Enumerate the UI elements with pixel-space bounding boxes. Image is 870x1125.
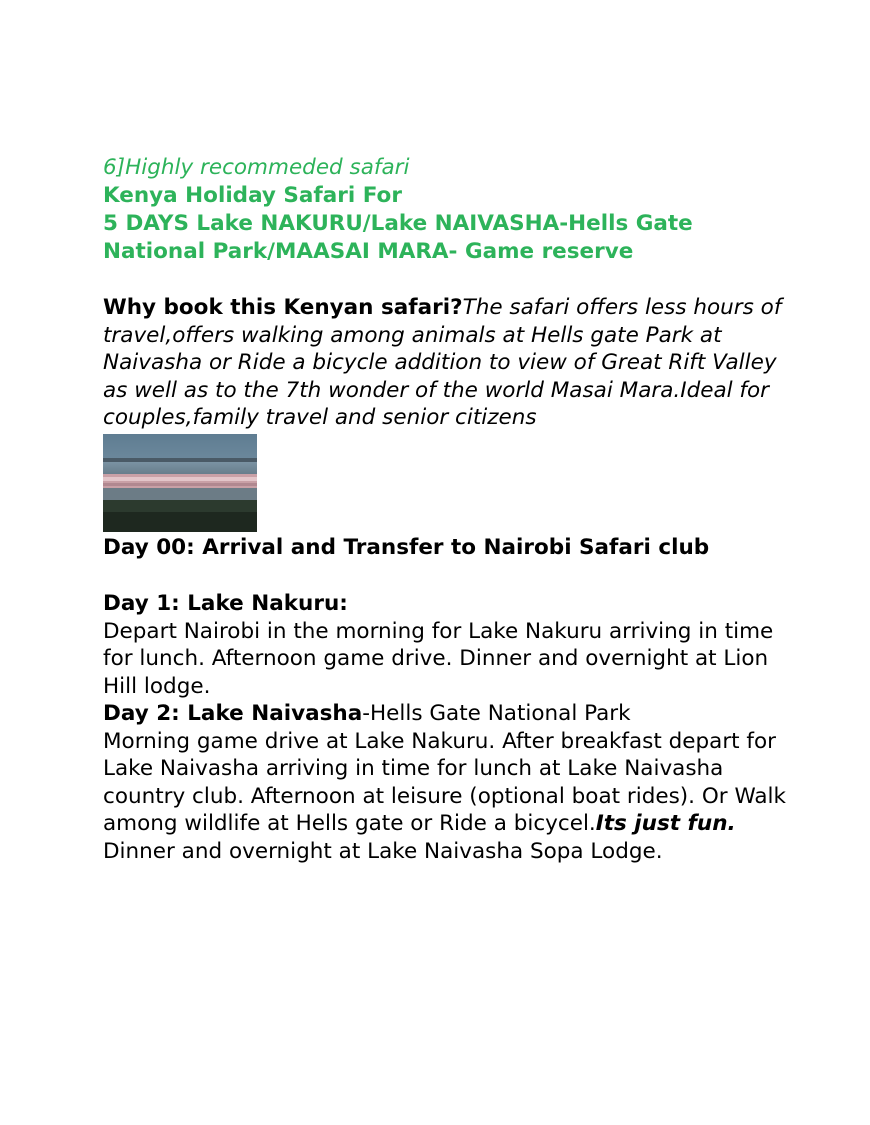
day-2-subtitle: -Hells Gate National Park — [362, 701, 631, 726]
day-0-title: Day 00: Arrival and Transfer to Nairobi Safari club — [103, 534, 710, 560]
day-2-emphasis: Its just fun. — [595, 811, 736, 836]
day-1-text: Depart Nairobi in the morning for Lake Nakuru arriving in time for lunch. Afternoon game drive. Dinner and overnight at Lion Hill lodge. — [103, 618, 774, 699]
day-2-text-before: Morning game drive at Lake Nakuru. After breakfast depart for Lake Naivasha arriving in time for lunch at Lake Naivasha country club. Afternoon at leisure (optional boat rides). Or Walk among wildlife at Hells gate or Ride a bicycel. — [103, 728, 786, 836]
why-book-paragraph — [103, 294, 803, 432]
title-line-3: National Park/MAASAI MARA- Game reserve — [103, 239, 634, 264]
title-line-1: Kenya Holiday Safari For — [103, 183, 402, 208]
intro-line: 6]Highly recommeded safari — [103, 155, 410, 180]
day-2-text-after: Dinner and overnight at Lake Naivasha Sopa Lodge. — [103, 838, 663, 864]
why-book-text: The safari offers less hours of travel,offers walking among animals at Hells gate Park at Naivasha or Ride a bicycle addition to view of Great Rift Valley as well as to the 7th wonder of the world Masai Mara.Ideal for couples,family travel and senior citizens — [103, 295, 782, 430]
title-line-2: 5 DAYS Lake NAKURU/Lake NAIVASHA-Hells Gate — [103, 211, 693, 236]
document-page — [103, 154, 803, 865]
flamingo-lake-photo — [103, 434, 257, 532]
day-2-heading — [103, 700, 803, 728]
why-book-label: Why book this Kenyan safari? — [103, 295, 463, 320]
day-1-title: Day 1: Lake Nakuru: — [103, 590, 348, 616]
day-2-text — [103, 728, 803, 866]
day-2-title: Day 2: Lake Naivasha — [103, 701, 363, 726]
